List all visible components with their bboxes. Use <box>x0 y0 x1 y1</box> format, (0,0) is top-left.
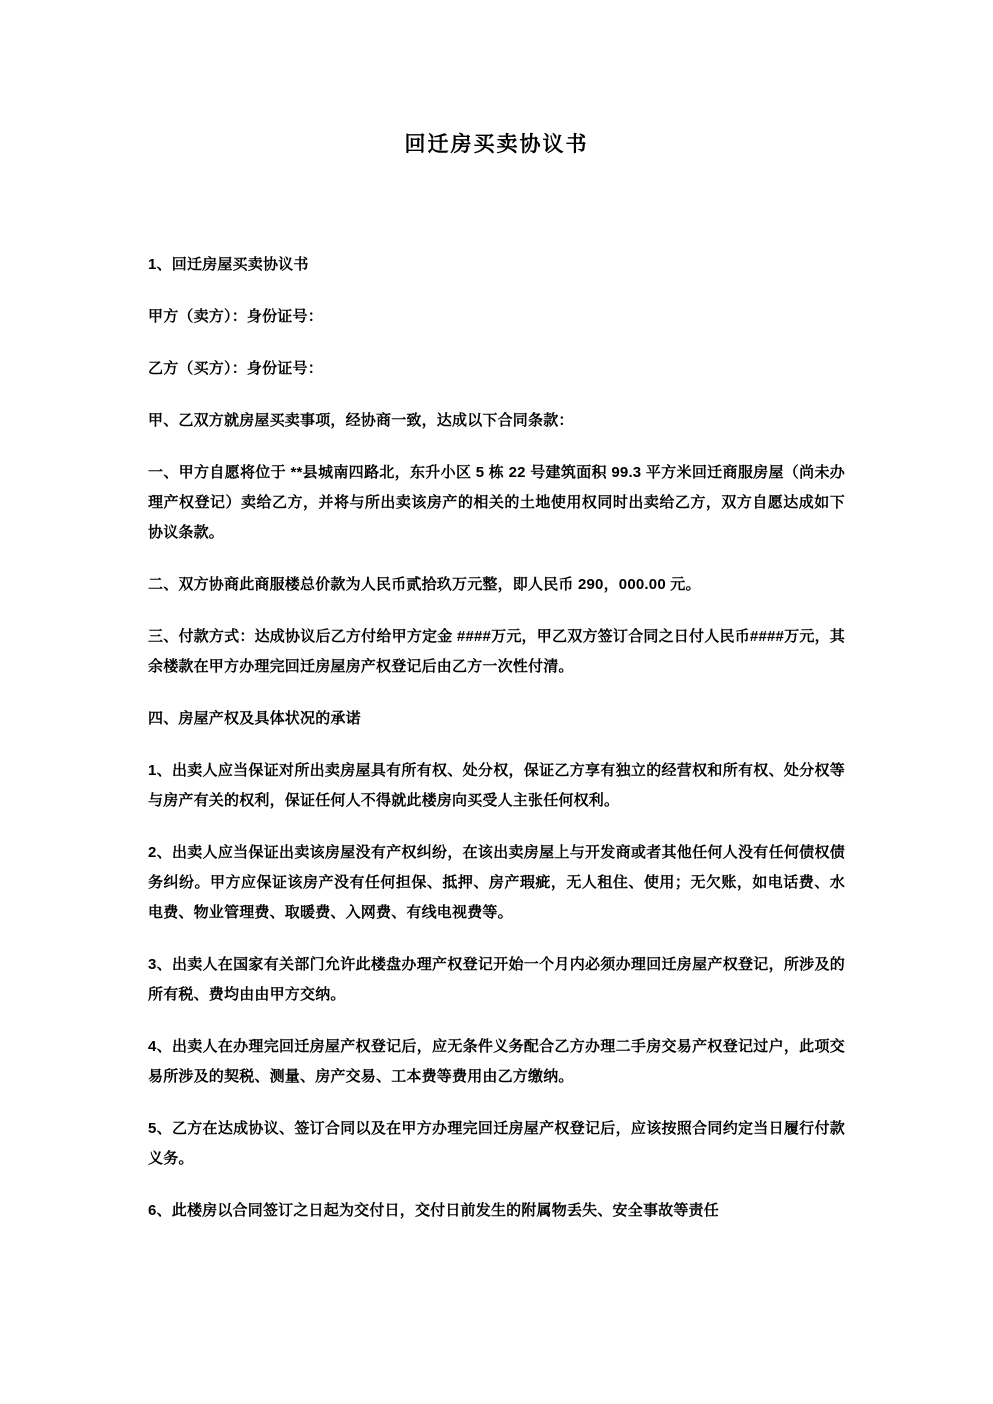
paragraph-heading-1: 1、回迁房屋买卖协议书 <box>148 256 309 273</box>
paragraph-clause-1: 一、甲方自愿将位于 **县城南四路北，东升小区 5 栋 22 号建筑面积 99.3 平方米回迁商服房屋（尚未办理产权登记）卖给乙方，并将与所出卖该房产的相关的土地使用权同时出卖给乙方，双方自愿达成如下协议条款。 <box>148 464 845 541</box>
paragraph-preamble: 甲、乙双方就房屋买卖事项，经协商一致，达成以下合同条款： <box>148 412 574 429</box>
paragraph-item-1: 1、出卖人应当保证对所出卖房屋具有所有权、处分权，保证乙方享有独立的经营权和所有权、处分权等与房产有关的权利，保证任何人不得就此楼房向买受人主张任何权利。 <box>148 762 845 809</box>
paragraph-party-a: 甲方（卖方）：身份证号： <box>148 308 323 325</box>
paragraph-item-4: 4、出卖人在办理完回迁房屋产权登记后，应无条件义务配合乙方办理二手房交易产权登记过户，此项交易所涉及的契税、测量、房产交易、工本费等费用由乙方缴纳。 <box>148 1038 845 1085</box>
paragraph-clause-2: 二、双方协商此商服楼总价款为人民币贰拾玖万元整，即人民币 290，000.00 元。 <box>148 576 701 593</box>
paragraph-item-2: 2、出卖人应当保证出卖该房屋没有产权纠纷，在该出卖房屋上与开发商或者其他任何人没有任何债权债务纠纷。甲方应保证该房产没有任何担保、抵押、房产瑕疵，无人租住、使用；无欠账，如电话费、水电费、物业管理费、取暖费、入网费、有线电视费等。 <box>148 844 845 921</box>
document-body <box>0 158 993 1226</box>
paragraph-clause-4-heading: 四、房屋产权及具体状况的承诺 <box>148 710 361 727</box>
paragraph-clause-3: 三、付款方式：达成协议后乙方付给甲方定金 ####万元，甲乙双方签订合同之日付人民币####万元，其余楼款在甲方办理完回迁房屋房产权登记后由乙方一次性付清。 <box>148 628 845 675</box>
paragraph-item-3: 3、出卖人在国家有关部门允许此楼盘办理产权登记开始一个月内必须办理回迁房屋产权登记，所涉及的所有税、费均由由甲方交纳。 <box>148 956 845 1003</box>
page-title: 回迁房买卖协议书 <box>404 133 589 156</box>
paragraph-item-6: 6、此楼房以合同签订之日起为交付日，交付日前发生的附属物丢失、安全事故等责任 <box>148 1202 719 1219</box>
paragraph-item-5: 5、乙方在达成协议、签订合同以及在甲方办理完回迁房屋产权登记后，应该按照合同约定当日履行付款义务。 <box>148 1120 845 1167</box>
paragraph-party-b: 乙方（买方）：身份证号： <box>148 360 323 377</box>
